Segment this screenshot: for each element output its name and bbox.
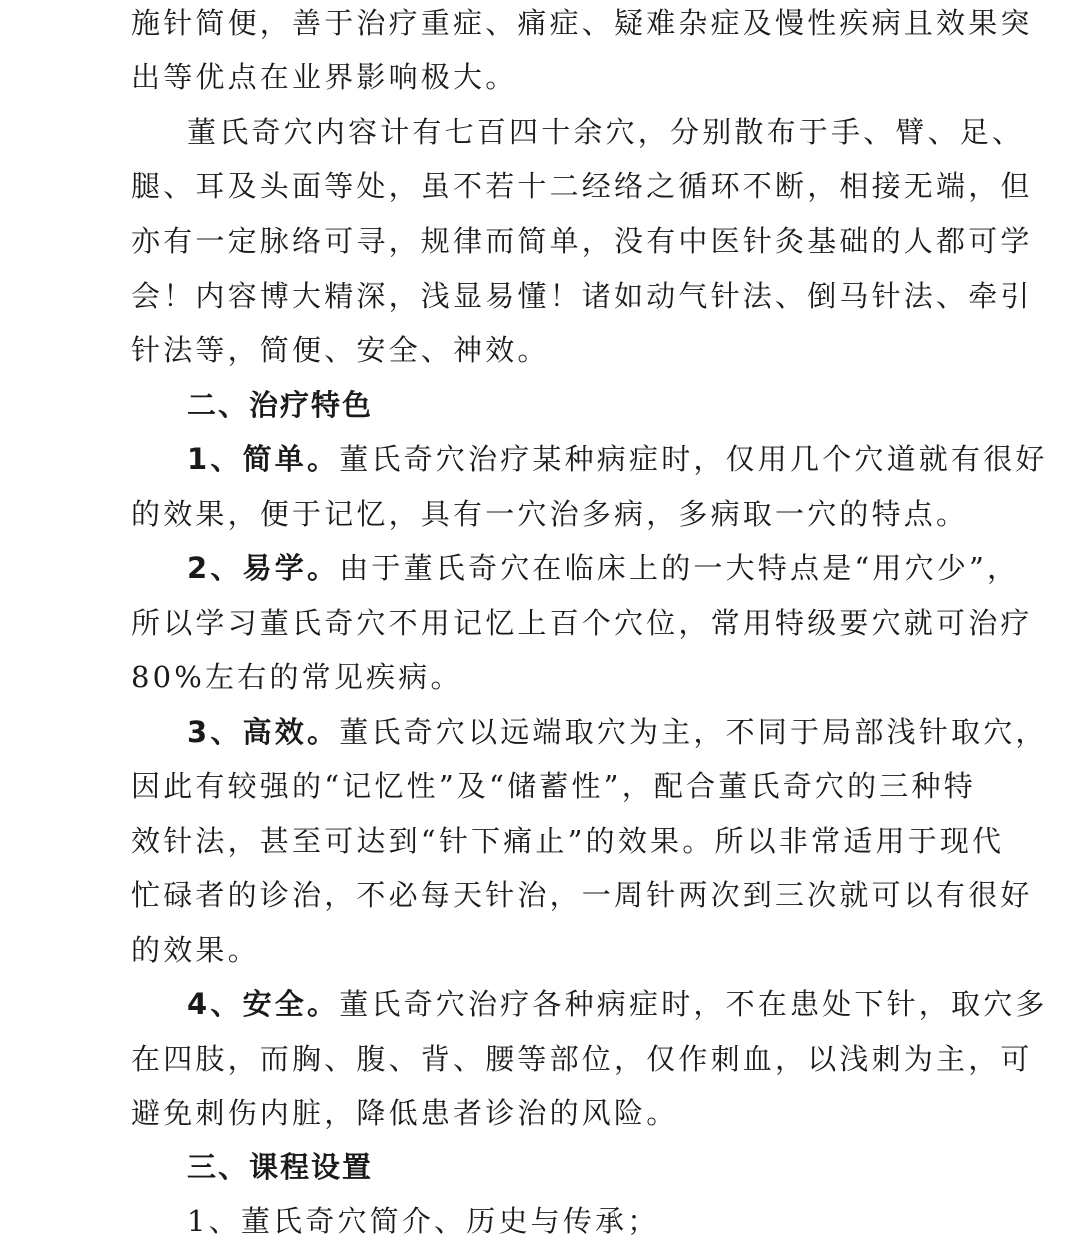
section-heading: 三、课程设置 [187, 1150, 374, 1184]
feature-item-line: 的效果。 [131, 933, 260, 967]
feature-text: 董氏奇穴治疗各种病症时，不在患处下针，取穴多 [339, 987, 1048, 1021]
feature-item-line: 因此有较强的“记忆性”及“储蓄性”，配合董氏奇穴的三种特 [131, 769, 976, 803]
feature-item-line: 忙碌者的诊治，不必每天针治，一周针两次到三次就可以有很好 [131, 878, 1033, 912]
feature-item-line: 在四肢，而胸、腹、背、腰等部位，仅作刺血，以浅刺为主，可 [131, 1042, 1033, 1076]
feature-label: 2、易学。 [187, 551, 340, 585]
feature-label: 3、高效。 [187, 715, 340, 749]
feature-item-line: 效针法，甚至可达到“针下痛止”的效果。所以非常适用于现代 [131, 824, 1005, 858]
paragraph-line: 董氏奇穴内容计有七百四十余穴，分别散布于手、臂、足、 [187, 115, 1025, 149]
feature-item-line [187, 984, 1048, 1024]
feature-text: 董氏奇穴以远端取穴为主，不同于局部浅针取穴， [339, 715, 1048, 749]
paragraph-line: 施针简便，善于治疗重症、痛症、疑难杂症及慢性疾病且效果突 [131, 6, 1033, 40]
feature-item-line [187, 712, 1048, 752]
feature-item-line [187, 439, 1048, 479]
feature-label: 1、简单。 [187, 442, 340, 476]
feature-item-line: 的效果，便于记忆，具有一穴治多病，多病取一穴的特点。 [131, 497, 969, 531]
feature-label: 4、安全。 [187, 987, 340, 1021]
paragraph-line: 腿、耳及头面等处，虽不若十二经络之循环不断，相接无端，但 [131, 169, 1033, 203]
section-heading: 二、治疗特色 [187, 388, 374, 422]
feature-text: 由于董氏奇穴在临床上的一大特点是“用穴少”， [339, 551, 1020, 585]
paragraph-line: 出等优点在业界影响极大。 [131, 60, 518, 94]
course-item: 1、董氏奇穴简介、历史与传承； [187, 1204, 660, 1238]
paragraph-line: 会！内容博大精深，浅显易懂！诸如动气针法、倒马针法、牵引 [131, 279, 1033, 313]
feature-item-line [187, 548, 1020, 588]
paragraph-line: 亦有一定脉络可寻，规律而简单，没有中医针灸基础的人都可学 [131, 224, 1033, 258]
feature-item-line: 所以学习董氏奇穴不用记忆上百个穴位，常用特级要穴就可治疗 [131, 606, 1033, 640]
feature-text: 董氏奇穴治疗某种病症时，仅用几个穴道就有很好 [339, 442, 1048, 476]
feature-item-line: 避免刺伤内脏，降低患者诊治的风险。 [131, 1096, 679, 1130]
paragraph-line: 针法等，简便、安全、神效。 [131, 333, 550, 367]
feature-item-line: 80%左右的常见疾病。 [131, 660, 463, 694]
